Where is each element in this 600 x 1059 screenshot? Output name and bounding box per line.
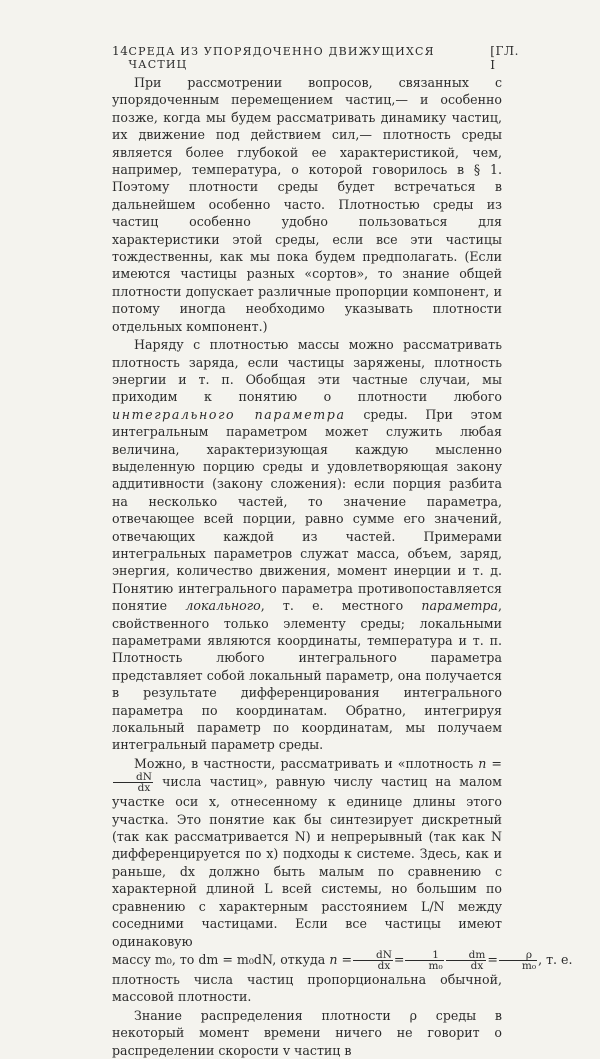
paragraph-2-text-c: , т. е. местного: [260, 598, 422, 614]
running-title: СРЕДА ИЗ УПОРЯДОЧЕННО ДВИЖУЩИХСЯ ЧАСТИЦ: [128, 45, 435, 71]
formula-n: n =: [478, 755, 502, 771]
paragraph-1: При рассмотрении вопросов, связанных с упорядоченным перемещением частиц,— и особенно позже, когда мы будем рассматривать динамику частиц, их движение под действием сил,— плотность среды является более глубокой ее характеристикой, чем, например, температура, о которой говорилось в § 1. Поэтому плотности среды будет встречаться в дальнейшем особенно часто. Плотностью среды из частиц особенно удобно пользоваться для характеристики этой среды, если все эти частицы тождественны, как мы пока будем предполагать. (Если имеются частицы разных «сортов», то знание общей плотности допускает различные пропорции компонент, и потому иногда необходимо указывать плотности отдельных компонент.): [112, 75, 502, 334]
mass-formula-line: массу m₀, то dm = m₀dN, откуда n = $\frac{dN}{dx}$ = $\frac{1}{\text{m₀}}$ $\frac{dm}{dx}$ = $\frac{\rho}{\text{m₀}}$ , т. е.: [112, 948, 573, 972]
paragraph-3: [112, 755, 573, 1006]
fraction-rho-m0: $\frac{\rho}{\text{m₀}}$: [499, 950, 537, 971]
paragraph-3-after-frac: числа: [162, 774, 202, 790]
fraction-1-m0: $\frac{1}{\text{m₀}}$: [405, 950, 443, 971]
paragraph-3-end: плотность числа частиц пропорциональна обычной, массовой плотности.: [112, 971, 502, 1005]
fraction-dm-dx: $\frac{dm}{dx}$: [446, 950, 487, 971]
paragraph-3-start: Можно, в частности, рассматривать и «плотность: [134, 755, 474, 771]
paragraph-4: Знание распределения плотности ρ среды в некоторый момент времени ничего не говорит о распределении скорости v частиц в: [112, 1007, 502, 1058]
paragraph-2-text-d: , свойственного только элементу среды; локальными параметрами являются координаты, температура и т. п. Плотность любого интегрального параметра представляет собой локальный параметр, она получается в результате дифференцирования интегрального параметра по координатам. Обратно, интегрируя локальный параметр по координатам, мы получаем интегральный параметр среды.: [112, 598, 502, 753]
paragraph-2: [112, 336, 502, 754]
term-parameter: параметра: [421, 598, 498, 614]
chapter-label: [ГЛ. I: [490, 44, 520, 72]
running-header: [112, 44, 528, 72]
paragraph-3-rest: частиц», равную числу частиц на малом участке оси x, отнесенному к единице длины этого участка. Это понятие как бы синтезирует дискретный (так как рассматривается N) и непрерывный (так как N дифференцируется по x) подходы к системе. Здесь, как и раньше, dx должно быть малым по сравнению с характерной длиной L всей системы, но большим по сравнению с характерным расстоянием L/N между соседними частицами. Если все частицы имеют одинаковую: [112, 774, 502, 949]
fraction-dN-dx: $\frac{dN}{dx}$: [113, 772, 153, 793]
fraction-dN-dx-2: $\frac{dN}{dx}$: [353, 950, 393, 971]
paragraph-2-text-b: среды. При этом интегральным параметром может служить любая величина, характеризующая каждую мысленно выделенную порцию среды и удовлетворяющая закону аддитивности (закону сложения): если порция разбита на несколько частей, то значение параметра, отвечающее всей порции, равно сумме его значений, отвечающих каждой из частей. Примерами интегральных параметров служат масса, объем, заряд, энергия, количество движения, момент инерции и т. д. Понятию интегрального параметра противопоставляется понятие: [112, 406, 502, 614]
term-integral-parameter: интегрального параметра: [112, 406, 346, 422]
page-number: 14: [112, 44, 129, 58]
paragraph-2-text-a: Наряду с плотностью массы можно рассматривать плотность заряда, если частицы заряжены, плотность энергии и т. п. Обобщая эти частные случаи, мы приходим к понятию о плотности любого: [112, 337, 502, 405]
page-body: [112, 74, 573, 1059]
term-local: локального: [185, 598, 261, 614]
